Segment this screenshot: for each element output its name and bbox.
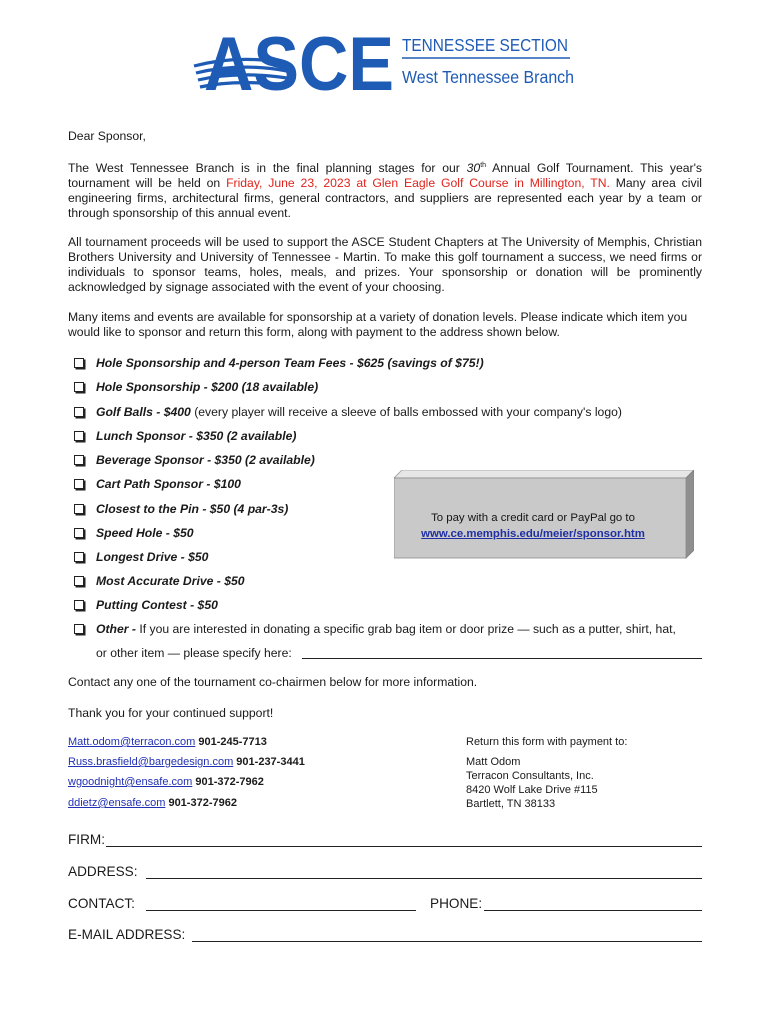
firm-field[interactable]: [106, 846, 702, 847]
other-specify-label: or other item — please specify here:: [96, 646, 292, 660]
sponsor-url-link[interactable]: www.ce.memphis.edu/meier/sponsor.htm: [421, 528, 645, 540]
contact-row: [68, 796, 237, 810]
checkbox[interactable]: [74, 479, 84, 489]
phone-field[interactable]: [484, 910, 702, 911]
email-label: E-MAIL ADDRESS:: [68, 927, 186, 942]
phone-number: 901-372-7962: [165, 797, 237, 809]
option-label: Most Accurate Drive - $50: [96, 574, 245, 588]
checkbox[interactable]: [74, 600, 84, 610]
logo-letters: ASCE: [204, 26, 394, 100]
option-label: Hole Sponsorship - $200 (18 available): [96, 380, 319, 394]
checkbox[interactable]: [74, 455, 84, 465]
email-link[interactable]: Russ.brasfield@bargedesign.com: [68, 756, 234, 768]
phone-number: 901-237-3441: [233, 756, 305, 768]
option-label: Cart Path Sponsor - $100: [96, 477, 241, 491]
email-link[interactable]: wgoodnight@ensafe.com: [68, 776, 193, 788]
other-specify-field[interactable]: [302, 658, 702, 659]
option-label: Putting Contest - $50: [96, 598, 218, 612]
option-label: Hole Sponsorship and 4-person Team Fees - $625 (savings of $75!): [96, 356, 484, 370]
address-field[interactable]: [146, 878, 702, 879]
callout-text: [404, 510, 662, 542]
return-address-line: Terracon Consultants, Inc.: [466, 770, 594, 782]
checkbox[interactable]: [74, 576, 84, 586]
asce-logo: [192, 26, 587, 100]
phone-label: PHONE:: [430, 896, 483, 911]
checkbox[interactable]: [74, 552, 84, 562]
return-address-line: Bartlett, TN 38133: [466, 798, 556, 810]
return-heading: Return this form with payment to:: [466, 736, 628, 748]
p1-text-a: The West Tennessee Branch is in the final planning stages for our: [68, 161, 467, 176]
event-date-location: Friday, June 23, 2023 at Glen Eagle Golf Course in Millington, TN.: [226, 176, 610, 191]
return-address-line: 8420 Wolf Lake Drive #115: [466, 784, 598, 796]
p1-ordinal: 30: [466, 161, 481, 176]
option-label: Golf Balls - $400 (every player will receive a sleeve of balls embossed with your company's logo): [96, 405, 622, 419]
option-label: Speed Hole - $50: [96, 526, 194, 540]
checkbox[interactable]: [74, 624, 84, 634]
option-label: Longest Drive - $50: [96, 550, 209, 564]
address-label: ADDRESS:: [68, 864, 138, 879]
p1-ordinal-suffix: th: [480, 162, 487, 169]
option-label: Lunch Sponsor - $350 (2 available): [96, 429, 297, 443]
p1-text-b: Annual Golf Tournament. This year's tournament will be held on: [68, 161, 702, 191]
contact-label: CONTACT:: [68, 896, 135, 911]
email-link[interactable]: Matt.odom@terracon.com: [68, 736, 196, 748]
paragraph-proceeds: All tournament proceeds will be used to support the ASCE Student Chapters at The University of Memphis, Christian Brothers University and University of Tennessee - Martin. To make this golf tournament a success, we need firms or individuals to sponsor teams, holes, meals, and prizes. Your sponsorship or donation will be prominently acknowledged by signage associated with the event of your choosing.: [68, 235, 702, 294]
checkbox[interactable]: [74, 504, 84, 514]
callout-line: To pay with a credit card or PayPal go to: [431, 512, 635, 524]
email-link[interactable]: ddietz@ensafe.com: [68, 797, 166, 809]
return-address-line: Matt Odom: [466, 756, 521, 768]
checkbox[interactable]: [74, 382, 84, 392]
phone-number: 901-372-7962: [192, 776, 264, 788]
asce-logo-graphic: [192, 26, 587, 100]
contact-field[interactable]: [146, 910, 416, 911]
contact-row: [68, 735, 267, 749]
phone-number: 901-245-7713: [195, 736, 267, 748]
logo-branch-text: West Tennessee Branch: [402, 67, 574, 87]
contact-row: [68, 775, 264, 789]
p1-text-c: Many area civil engineering firms, architectural firms, general contractors, and suppliers are represented each year by a team or through sponsorship of this annual event.: [68, 176, 702, 221]
checkbox[interactable]: [74, 528, 84, 538]
email-field[interactable]: [192, 941, 702, 942]
checkbox[interactable]: [74, 407, 84, 417]
paragraph-instructions: Many items and events are available for sponsorship at a variety of donation levels. Please indicate which item you would like to sponsor and return this form, along with payment to the address shown below.: [68, 310, 688, 339]
checkbox[interactable]: [74, 358, 84, 368]
checkbox[interactable]: [74, 431, 84, 441]
option-label: Closest to the Pin - $50 (4 par-3s): [96, 502, 289, 516]
greeting: Dear Sponsor,: [68, 129, 146, 143]
contact-row: [68, 755, 305, 769]
firm-label: FIRM:: [68, 832, 105, 847]
paragraph-intro: [68, 158, 702, 221]
option-label: Other - If you are interested in donating a specific grab bag item or door prize — such as a putter, shirt, hat,: [96, 622, 676, 636]
payment-callout: [394, 470, 694, 560]
contact-note: Contact any one of the tournament co-chairmen below for more information.: [68, 675, 478, 689]
logo-section-text: TENNESSEE SECTION: [402, 35, 568, 55]
option-label: Beverage Sponsor - $350 (2 available): [96, 453, 315, 467]
thank-you: Thank you for your continued support!: [68, 706, 274, 720]
